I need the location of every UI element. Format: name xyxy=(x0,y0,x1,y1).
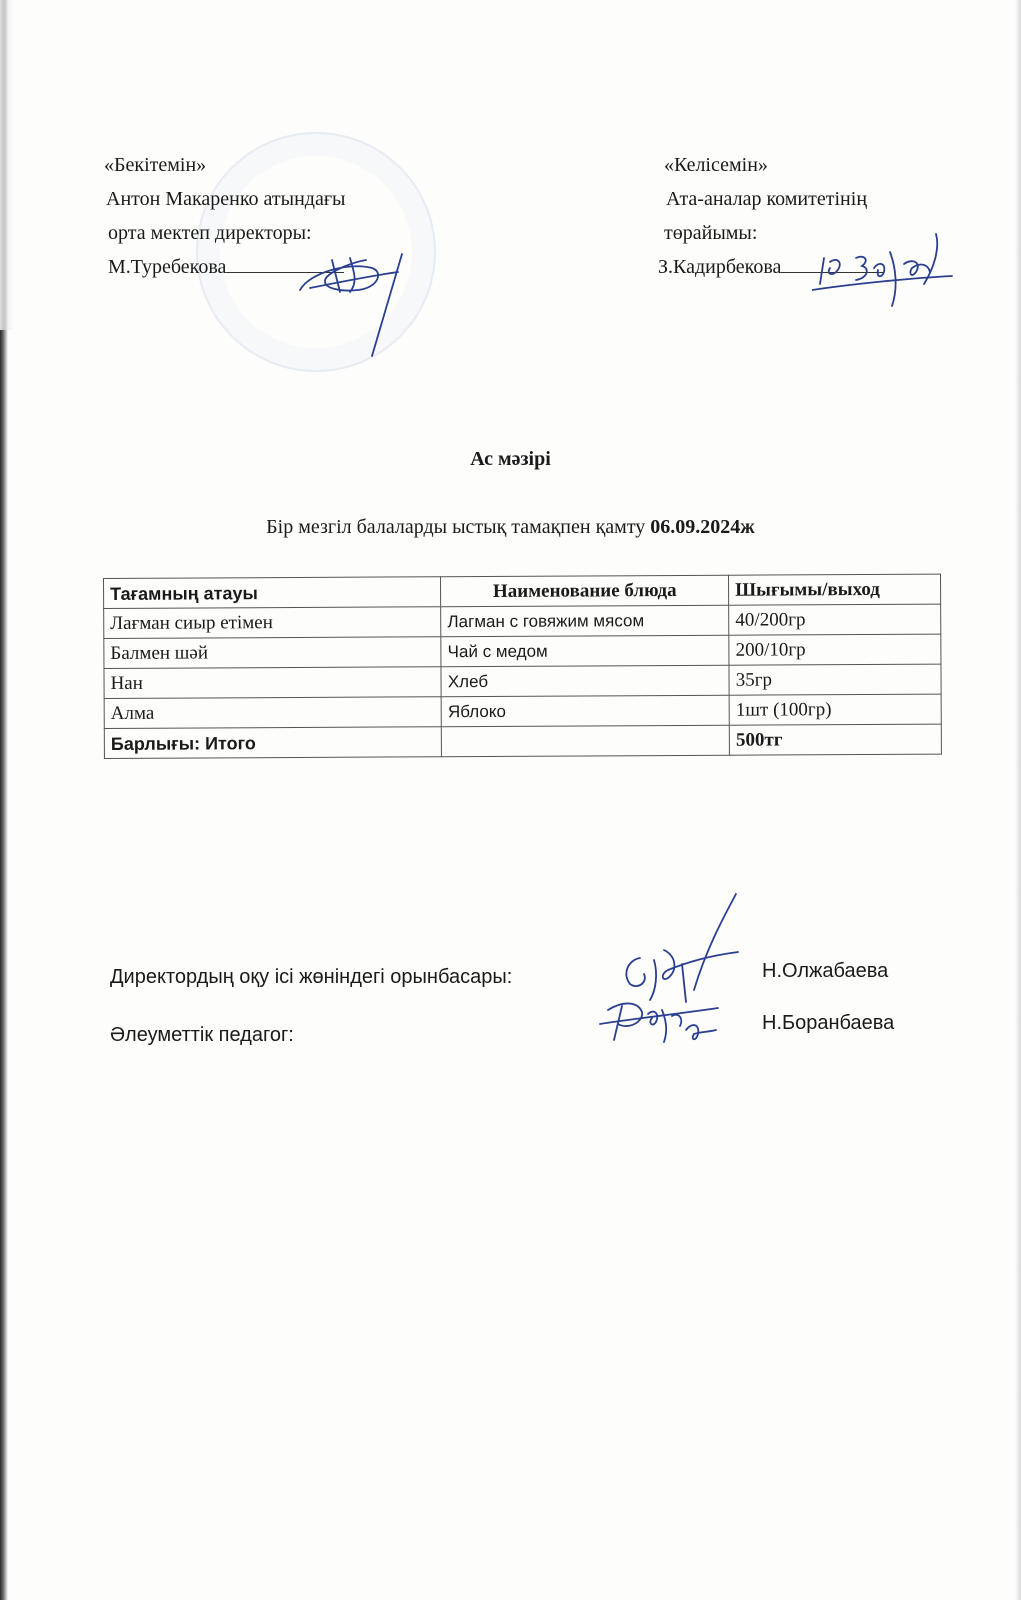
total-amount: 500тг xyxy=(729,724,941,755)
dish-ru: Лагман с говяжим мясом xyxy=(441,605,729,637)
dish-kz: Лағман сиыр етімен xyxy=(104,607,441,639)
deputy-director-name: Н.Олжабаева xyxy=(762,960,889,982)
agree-signer-line xyxy=(658,250,883,284)
header-yield: Шығымы/выход xyxy=(729,574,941,605)
dish-yield: 200/10гр xyxy=(729,634,941,665)
document-subtitle xyxy=(0,516,1021,539)
subtitle-text: Бір мезгіл балаларды ыстық тамақпен қамту xyxy=(266,516,646,538)
document-date: 06.09.2024ж xyxy=(650,516,755,538)
dish-ru: Яблоко xyxy=(441,695,729,727)
agree-line1: Ата-аналар комитетінің xyxy=(666,188,868,210)
dish-kz: Нан xyxy=(104,667,441,699)
dish-ru: Хлеб xyxy=(441,665,729,697)
dish-kz: Алма xyxy=(104,697,441,729)
dish-yield: 1шт (100гр) xyxy=(729,694,941,725)
approve-line2: орта мектеп директоры: xyxy=(108,222,312,244)
table-row xyxy=(104,604,941,638)
header-russian-name: Наименование блюда xyxy=(441,575,729,607)
table-row xyxy=(104,664,941,698)
document-title: Ас мәзірі xyxy=(470,448,551,470)
agree-signer: З.Кадирбекова xyxy=(658,256,782,278)
social-pedagog-name: Н.Боранбаева xyxy=(762,1012,895,1034)
agree-heading: «Келісемін» xyxy=(664,154,768,176)
table-row xyxy=(104,634,941,668)
signature-underline xyxy=(226,254,344,273)
table-total-row xyxy=(104,724,941,758)
menu-table xyxy=(103,574,942,759)
agree-block xyxy=(658,148,883,284)
dish-yield: 40/200гр xyxy=(729,604,941,635)
approve-signer-line xyxy=(104,250,346,284)
agree-line2: төрайымы: xyxy=(664,222,758,244)
table-row xyxy=(104,694,941,728)
approve-block xyxy=(104,148,346,284)
scan-left-shadow xyxy=(0,0,14,330)
table-header-row xyxy=(104,574,941,608)
dish-kz: Балмен шәй xyxy=(104,637,441,669)
approve-signer: М.Туребекова xyxy=(108,256,227,278)
signature-underline xyxy=(781,254,883,273)
deputy-director-role: Директордың оқу ісі жөніндегі орынбасары: xyxy=(110,966,513,988)
social-pedagog-role: Әлеуметтік педагог: xyxy=(110,1024,294,1046)
total-label: Барлығы: Итого xyxy=(104,727,441,759)
dish-ru: Чай с медом xyxy=(441,635,729,667)
approve-heading: «Бекітемін» xyxy=(104,154,207,176)
scan-right-edge xyxy=(1015,0,1021,1600)
total-empty xyxy=(442,725,730,757)
deputy-signatures xyxy=(598,890,748,1058)
header-kazakh-name: Тағамның атауы xyxy=(104,577,441,609)
dish-yield: 35гр xyxy=(729,664,941,695)
approve-line1: Антон Макаренко атындағы xyxy=(106,188,346,210)
